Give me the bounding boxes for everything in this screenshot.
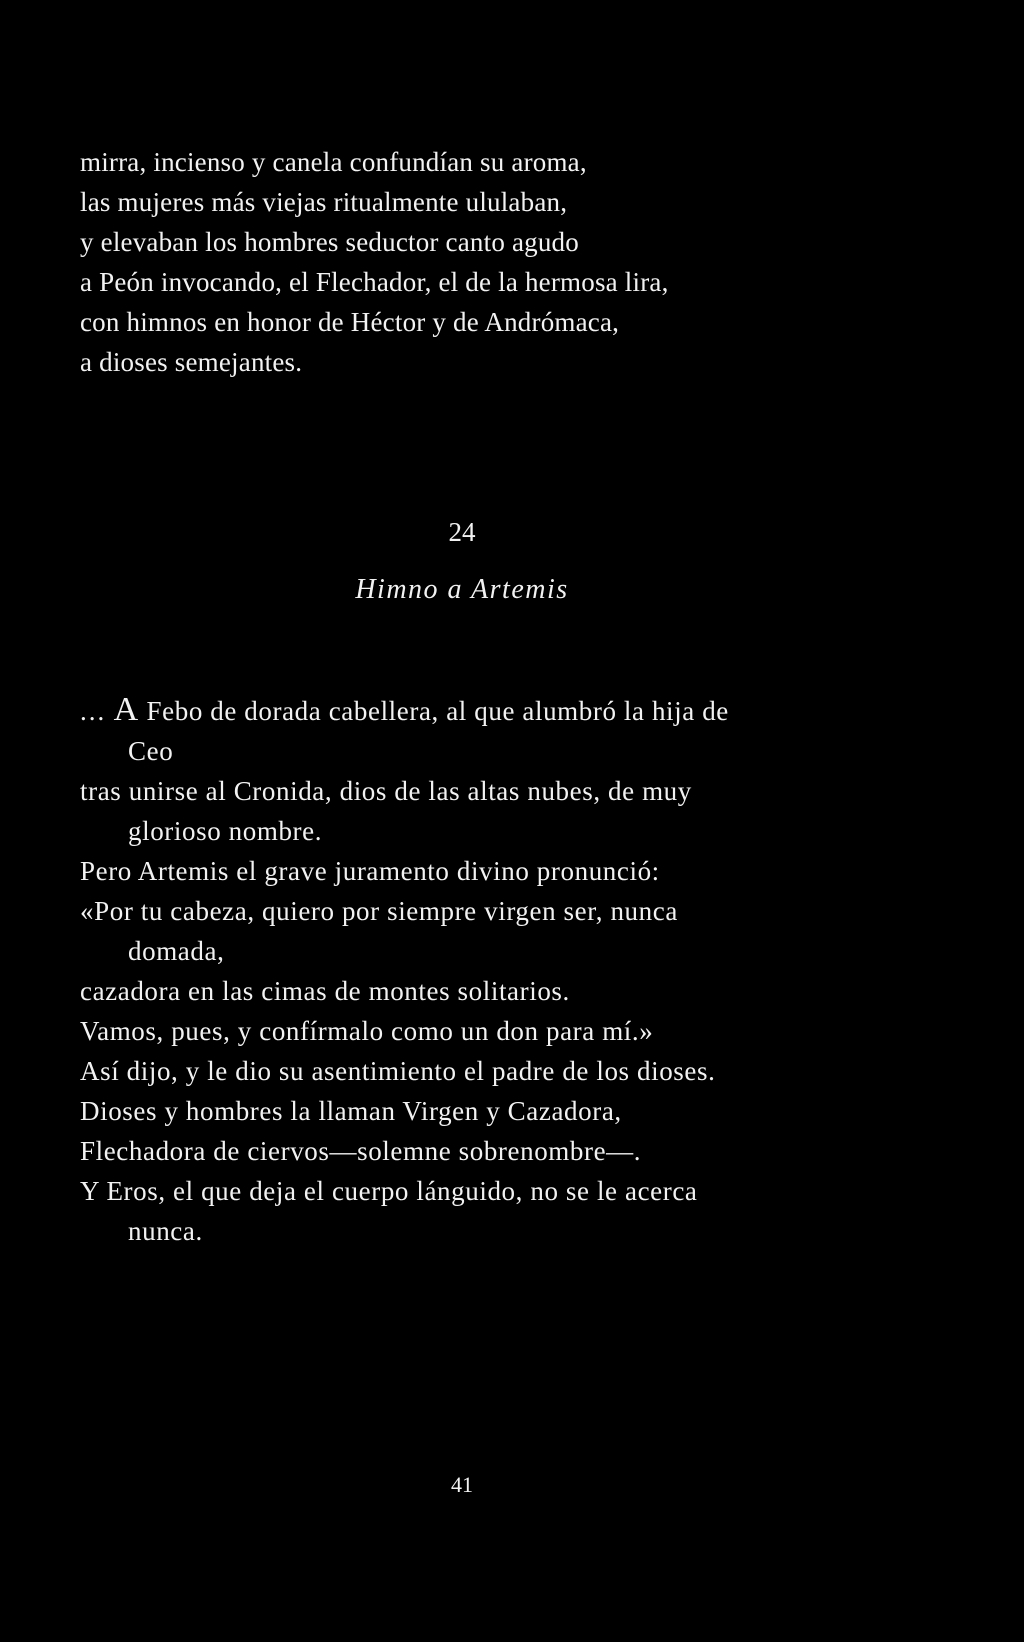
verse-line-first: [80, 690, 980, 731]
verse-line-text: Febo de dorada cabellera, al que alumbró la hija de: [139, 696, 729, 726]
verse-line-continuation: Ceo: [128, 736, 174, 766]
verse-line: Vamos, pues, y confírmalo como un don para mí.»: [80, 1016, 654, 1046]
verse-line: Dioses y hombres la llaman Virgen y Cazadora,: [80, 1096, 622, 1126]
verse-line-continuation: domada,: [128, 936, 225, 966]
page-number: 41: [451, 1472, 473, 1497]
hymn-text: [80, 690, 980, 1251]
verse-line: Pero Artemis el grave juramento divino pronunció:: [80, 856, 660, 886]
verse-line: «Por tu cabeza, quiero por siempre virgen ser, nunca: [80, 896, 678, 926]
verse-line: a dioses semejantes.: [80, 347, 303, 377]
verse-line: mirra, incienso y canela confundían su aroma,: [80, 147, 587, 177]
section-number: 24: [448, 517, 476, 547]
verse-line-continuation: glorioso nombre.: [128, 816, 323, 846]
verse-line: Flechadora de ciervos—solemne sobrenombre—.: [80, 1136, 642, 1166]
verse-line: cazadora en las cimas de montes solitarios.: [80, 976, 570, 1006]
verse-line: tras unirse al Cronida, dios de las altas nubes, de muy: [80, 776, 692, 806]
verse-line: Y Eros, el que deja el cuerpo lánguido, no se le acerca: [80, 1176, 698, 1206]
verse-line: a Peón invocando, el Flechador, el de la hermosa lira,: [80, 267, 669, 297]
verse-line: Así dijo, y le dio su asentimiento el padre de los dioses.: [80, 1056, 716, 1086]
drop-capital: A: [113, 691, 140, 728]
verse-line: y elevaban los hombres seductor canto agudo: [80, 227, 579, 257]
opening-stanza: [80, 142, 980, 382]
verse-line: con himnos en honor de Héctor y de Andrómaca,: [80, 307, 620, 337]
ellipsis: ...: [80, 696, 107, 726]
verse-line-continuation: nunca.: [128, 1216, 203, 1246]
verse-line: las mujeres más viejas ritualmente ululaban,: [80, 187, 568, 217]
section-title: Himno a Artemis: [355, 574, 569, 605]
